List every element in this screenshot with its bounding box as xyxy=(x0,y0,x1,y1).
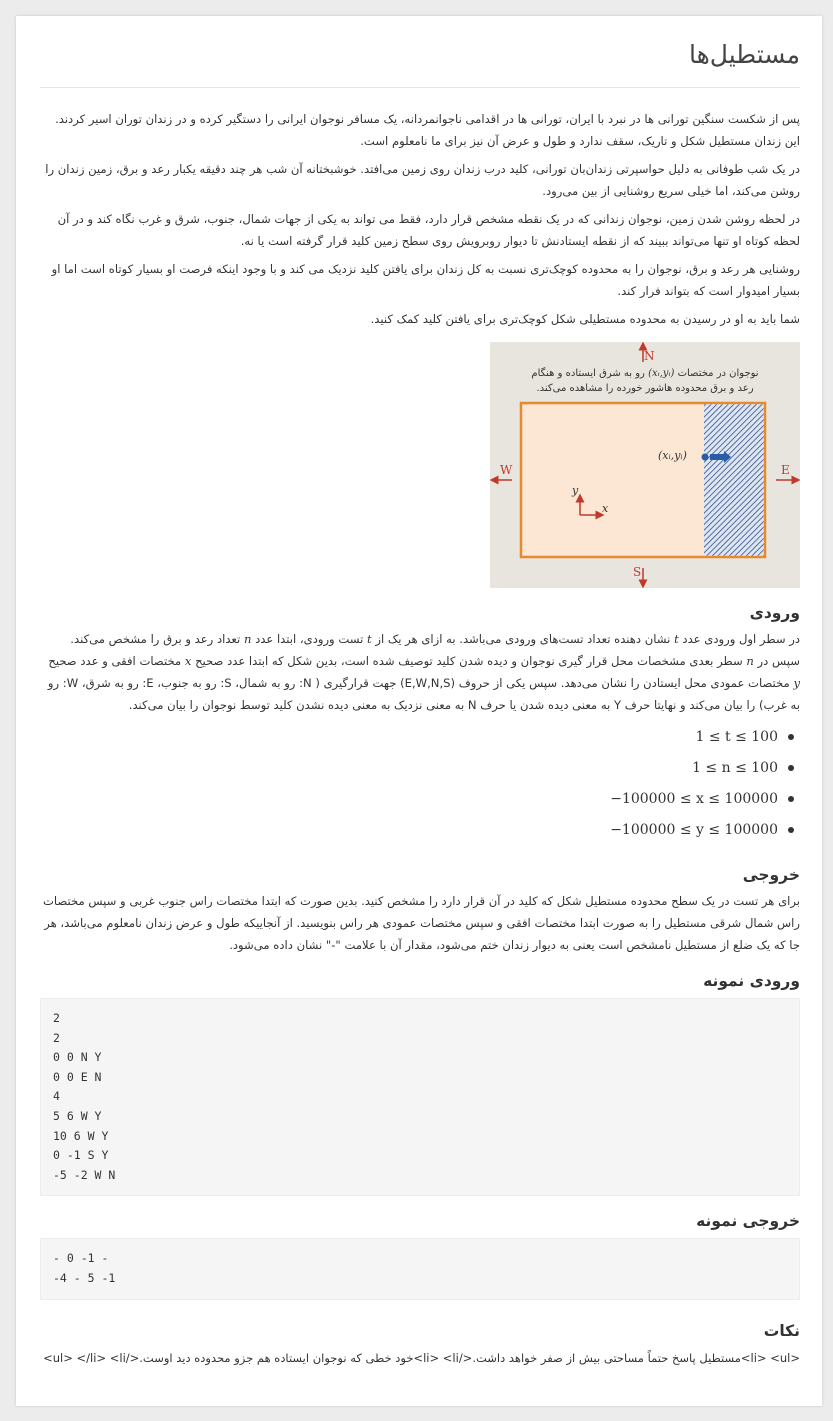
input-text-2: نشان دهنده تعداد تست‌های ورودی می‌باشد. به ازای هر یک از xyxy=(375,632,671,646)
constraint-x: −100000 ≤ x ≤ 100000 xyxy=(610,791,778,807)
south-label: S xyxy=(633,565,642,579)
constraint-item xyxy=(40,815,800,846)
sample-input-heading: ورودی نمونه xyxy=(703,972,800,990)
bullet-icon xyxy=(788,765,794,771)
north-label: N xyxy=(644,349,655,363)
constraint-t: 1 ≤ t ≤ 100 xyxy=(695,729,778,745)
y-axis-label: y xyxy=(572,484,579,497)
constraint-y: −100000 ≤ y ≤ 100000 xyxy=(610,822,778,838)
figure-caption-coord: (xᵢ,yᵢ) xyxy=(648,368,675,379)
sample-output-block[interactable]: - 0 -1 - -4 - 5 -1 xyxy=(40,1238,800,1299)
input-text-6: مختصات افقی و عدد صحیح xyxy=(48,654,182,668)
page-title: مستطیل‌ها xyxy=(40,16,800,88)
figure-caption-part2: رو به شرق ایستاده و هنگام xyxy=(531,368,645,379)
x-axis-label: x xyxy=(602,502,609,515)
output-description: برای هر تست در یک سطح محدوده مستطیل شکل که کلید در آن قرار دارد را مشخص کنید. بدین صورت که ابتدا مختصات راس جنوب غربی و سپس مختصات راس شمال شرقی مستطیل را به صورت ابتدا مختصات افقی و سپس مختصات عمودی هر راس بنویسید. از آنجاییکه طول و عرض زندان نامعلوم می‌باشد، هر جا که یک ضلع از مستطیل نامشخص است یعنی به دیوار زندان ختم می‌شود، مقدار آن با علامت "-" نشان داده می‌شود. xyxy=(43,894,800,952)
input-text-5: سطر بعدی مشخصات محل قرار گیری نوجوان و دیده شدن کلید توصیف شده است، بدین شکل که ابتدا عدد صحیح xyxy=(195,654,743,668)
constraint-item xyxy=(40,784,800,815)
hatched-area xyxy=(704,404,764,555)
input-text-7: مختصات عمودی محل ایستادن را نشان می‌دهد. سپس یکی از حروف (E,W,N,S) جهت قرارگیری ( N: رو به شمال، S: رو به جنوب، E: رو به شرق، W: رو به غرب) را بیان می‌کند و نهایتا حرف Y به معنی دیده شدن یا حرف N به معنی نزدیک به معنی دیده نشدن کلید توسط نوجوان را بیان می‌کند. xyxy=(47,676,800,712)
west-label: W xyxy=(500,463,513,477)
input-text-1: در سطر اول ورودی عدد xyxy=(682,632,800,646)
constraints-list xyxy=(40,722,800,846)
problem-card xyxy=(16,16,822,1406)
point-label: (xᵢ,yᵢ) xyxy=(658,449,687,462)
notes-text: <li> <ul>مستطیل پاسخ حتماً مساحتی بیش از صفر خواهد داشت.</li> <li>خود خطی که نوجوان ایستاده هم جزو محدوده دید اوست.</ul> </li> <li> xyxy=(43,1350,800,1365)
input-text-4: تعداد رعد و برق را مشخص می‌کند. سپس در xyxy=(70,632,800,668)
teen-point xyxy=(702,454,709,461)
intro-paragraph-2: در یک شب طوفانی به دلیل حواسپرتی زندان‌بان تورانی، کلید درب زندان روی زمین می‌افتد. خوشبختانه آن شب هر چند دقیقه یکبار رعد و برق، زمین زندان را روشن می‌کند، اما خیلی سریع روشنایی از بین می‌رود. xyxy=(45,162,800,198)
notes-heading: نکات xyxy=(763,1321,800,1340)
figure-caption-line2: رعد و برق محدوده هاشور خورده را مشاهده می‌کند. xyxy=(536,383,754,394)
var-y: y xyxy=(793,676,800,690)
output-heading: خروجی xyxy=(742,866,800,884)
var-x: x xyxy=(184,654,192,668)
problem-content xyxy=(16,16,822,1368)
intro-paragraph-4: روشنایی هر رعد و برق، نوجوان را به محدوده کوچک‌تری نسبت به کل زندان برای یافتن کلید نزدیک می کند و با وجود اینکه فرصت او بسیار کوتاه است اما او بسیار امیدوار است که بتواند فرار کند. xyxy=(51,262,800,298)
intro-paragraph-5: شما باید به او در رسیدن به محدوده مستطیلی شکل کوچک‌تری برای یافتن کلید کمک کنید. xyxy=(370,312,800,326)
intro-section xyxy=(40,108,800,330)
prison-figure xyxy=(490,342,800,588)
input-description xyxy=(40,628,800,716)
var-t: t xyxy=(674,632,679,646)
east-label: E xyxy=(781,463,790,477)
constraint-item xyxy=(40,722,800,753)
bullet-icon xyxy=(788,796,794,802)
var-n-2: n xyxy=(746,654,754,668)
intro-paragraph-3: در لحظه روشن شدن زمین، نوجوان زندانی که در یک نقطه مشخص قرار دارد، فقط می تواند به یکی از جهات شمال، جنوب، شرق و غرب نگاه کند و در آن لحظه کوتاه او تنها می‌تواند ببیند که از نقطه ایستادنش تا دیوار روبرویش روی سطح زمین کلید قرار گرفته است یا نه. xyxy=(57,212,800,248)
constraint-n: 1 ≤ n ≤ 100 xyxy=(692,760,778,776)
input-text-3: تست ورودی، ابتدا عدد xyxy=(255,632,364,646)
var-n: n xyxy=(243,632,252,646)
bullet-icon xyxy=(788,827,794,833)
var-t-2: t xyxy=(367,632,372,646)
input-heading: ورودی xyxy=(749,604,800,622)
figure-caption-part1: نوجوان در مختصات xyxy=(677,368,759,379)
constraint-item xyxy=(40,753,800,784)
intro-paragraph-1: پس از شکست سنگین تورانی ها در نبرد با ایران، تورانی ها در اقدامی ناجوانمردانه، یک مسافر نوجوان ایرانی را دستگیر کرده و در زندان توران اسیر کردند. این زندان مستطیل شکل و تاریک، سقف ندارد و طول و عرض آن نیز برای ما نامعلوم است. xyxy=(55,112,800,148)
figure-caption xyxy=(500,366,790,396)
sample-output-heading: خروجی نمونه xyxy=(696,1212,800,1231)
bullet-icon xyxy=(788,734,794,740)
sample-input-block[interactable]: 2 2 0 0 N Y 0 0 E N 4 5 6 W Y 10 6 W Y 0 -1 S Y -5 -2 W N xyxy=(40,998,800,1196)
